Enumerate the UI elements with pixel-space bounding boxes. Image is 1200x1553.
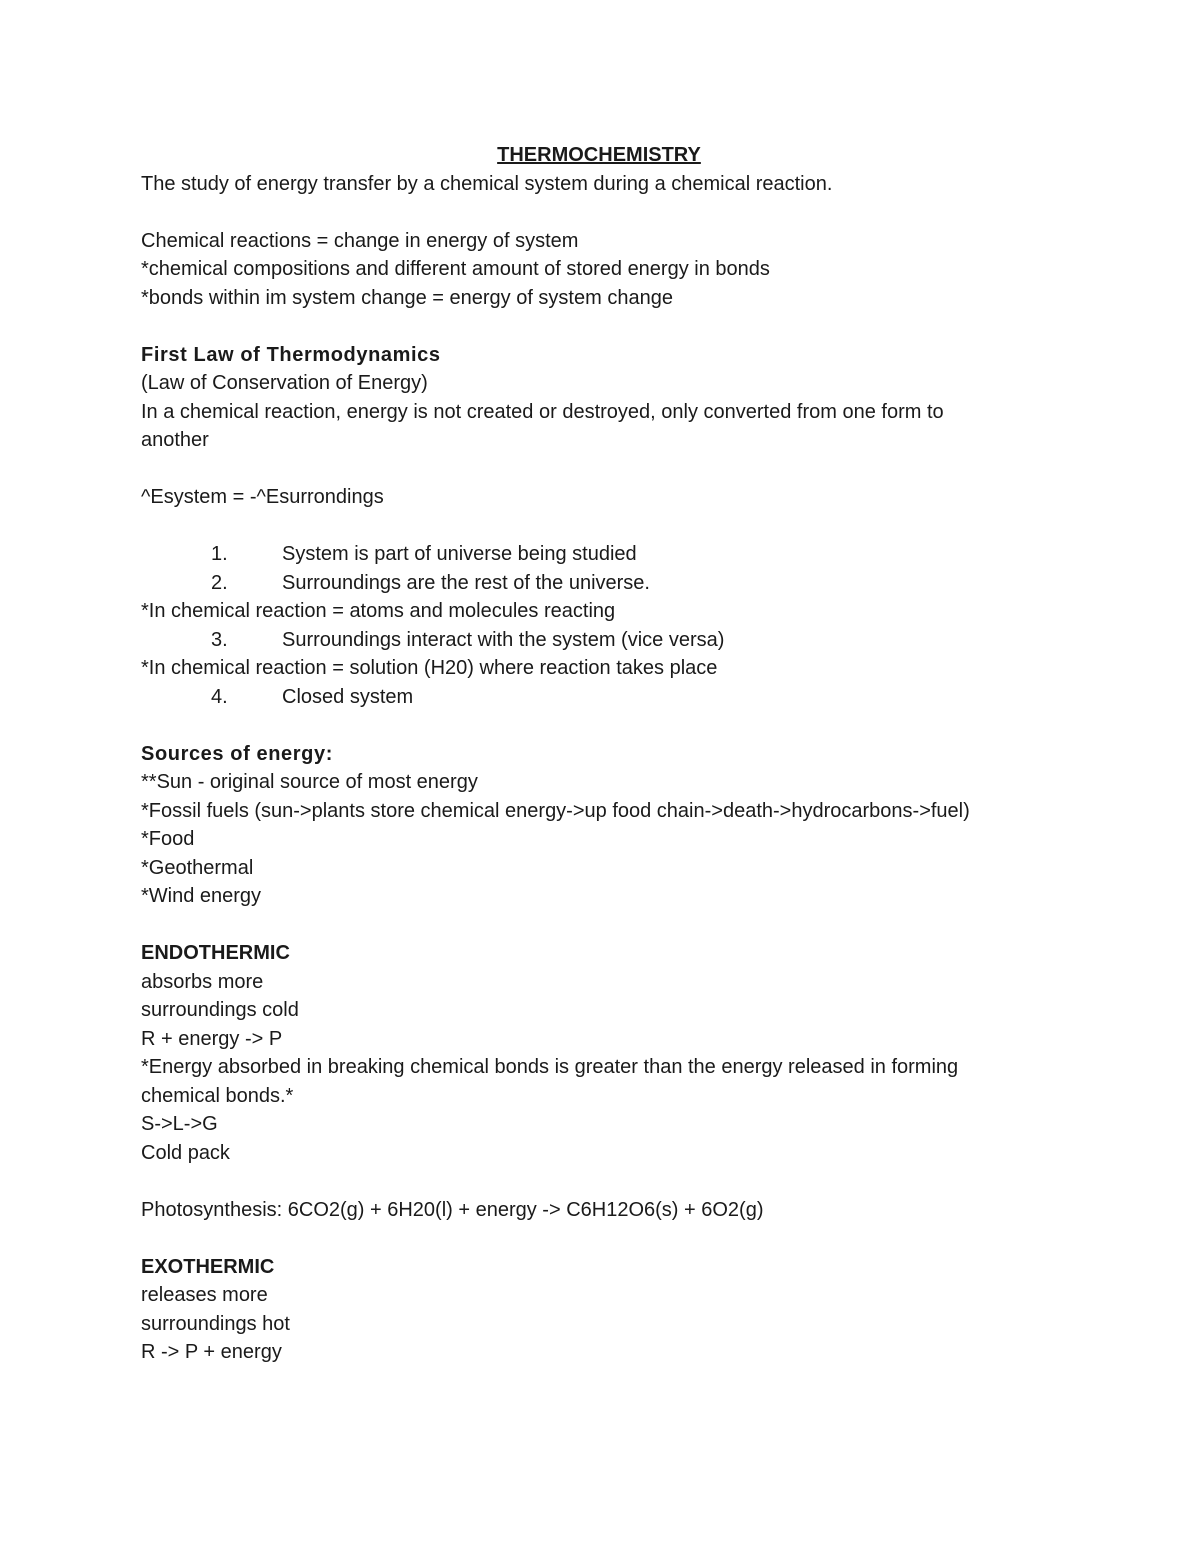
exothermic-heading: EXOTHERMIC	[141, 1255, 275, 1278]
list-number: 1.	[211, 543, 228, 565]
note-line-2: *In chemical reaction = solution (H20) where reaction takes place	[141, 657, 718, 679]
endothermic-line: R + energy -> P	[141, 1027, 283, 1050]
note-line-1: *In chemical reaction = atoms and molecules reacting	[141, 600, 616, 622]
list-text: System is part of universe being studied	[282, 543, 637, 565]
list-item	[141, 626, 1041, 655]
endothermic-line: S->L->G	[141, 1113, 218, 1135]
sources-item: *Geothermal	[141, 856, 254, 879]
endothermic-line: surroundings cold	[141, 999, 299, 1021]
energy-equation: ^Esystem = -^Esurrondings	[141, 486, 384, 508]
list-text: Surroundings interact with the system (vice versa)	[282, 628, 725, 651]
list-number: 2.	[211, 571, 228, 594]
list-item	[141, 683, 1041, 712]
exothermic-line: surroundings hot	[141, 1312, 290, 1335]
sources-item: *Fossil fuels (sun->plants store chemical energy->up food chain->death->hydrocarbons->fuel)	[141, 799, 970, 822]
spacer	[141, 1167, 1041, 1196]
spacer	[141, 711, 1041, 740]
endothermic-line: Cold pack	[141, 1141, 230, 1164]
exothermic-line: releases more	[141, 1284, 268, 1306]
spacer	[141, 1224, 1041, 1253]
first-law-heading: First Law of Thermodynamics	[141, 343, 441, 366]
document-body	[141, 141, 1041, 1367]
endothermic-heading: ENDOTHERMIC	[141, 942, 290, 964]
list-item	[141, 569, 1041, 598]
endothermic-line: absorbs more	[141, 970, 264, 993]
first-law-subtitle: (Law of Conservation of Energy)	[141, 372, 428, 394]
spacer	[141, 312, 1041, 341]
list-number: 4.	[211, 685, 228, 708]
photosynthesis-equation: Photosynthesis: 6CO2(g) + 6H20(l) + energy -> C6H12O6(s) + 6O2(g)	[141, 1198, 764, 1221]
list-number: 3.	[211, 628, 228, 651]
list-text: Closed system	[282, 685, 414, 708]
list-text: Surroundings are the rest of the universe.	[282, 571, 650, 594]
reactions-line-1: Chemical reactions = change in energy of system	[141, 229, 579, 252]
sources-heading: Sources of energy:	[141, 742, 333, 765]
sources-item: *Food	[141, 828, 195, 850]
first-law-text-2: another	[141, 429, 209, 451]
reactions-line-3: *bonds within im system change = energy of system change	[141, 286, 673, 309]
page-title: THERMOCHEMISTRY	[497, 144, 701, 166]
spacer	[141, 512, 1041, 541]
sources-item: *Wind energy	[141, 885, 262, 907]
endothermic-line: *Energy absorbed in breaking chemical bonds is greater than the energy released in forming	[141, 1056, 959, 1078]
reactions-line-2: *chemical compositions and different amount of stored energy in bonds	[141, 258, 770, 280]
sources-item: **Sun - original source of most energy	[141, 771, 478, 793]
intro-text: The study of energy transfer by a chemical system during a chemical reaction.	[141, 172, 833, 195]
spacer	[141, 455, 1041, 484]
spacer	[141, 198, 1041, 227]
list-item	[141, 540, 1041, 569]
spacer	[141, 911, 1041, 940]
first-law-text-1: In a chemical reaction, energy is not created or destroyed, only converted from one form to	[141, 400, 944, 423]
endothermic-line: chemical bonds.*	[141, 1084, 294, 1107]
exothermic-line: R -> P + energy	[141, 1341, 282, 1363]
